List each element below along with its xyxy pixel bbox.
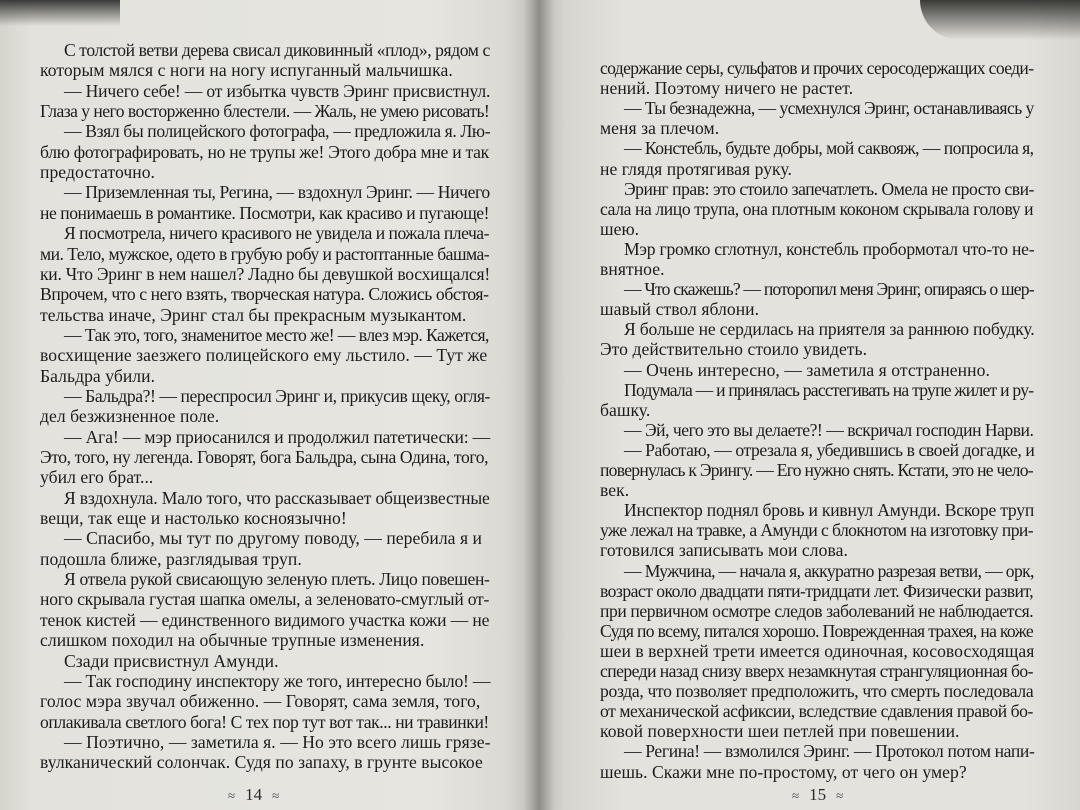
text-line: башку.: [600, 399, 651, 420]
text-line: уже лежал на травке, а Амунди с блокнотом на изготовку при-: [600, 520, 1034, 541]
text-line: Мэр громко сглотнул, констебль пробормотал что-то не-: [624, 238, 1035, 259]
text-line: Судя по всему, питался хорошо. Поврежденная трахея, на коже: [600, 620, 1033, 641]
text-line: при первичном осмотре следов заболеваний не наблюдается.: [600, 600, 1034, 621]
text-line: спереди назад снизу вверх незамкнутая странгуляционная бо-: [600, 661, 1033, 681]
text-line: повернулась к Эрингу. — Его нужно снять. Кстати, это не чело-: [600, 460, 1033, 480]
text-line: содержание серы, сульфатов и прочих серосодержащих соеди-: [600, 58, 1034, 78]
text-line: Я отвела рукой свисающую зеленую плеть. Лицо повешен-: [64, 569, 490, 590]
text-line: — Взял бы полицейского фотографа, — предложила я. Лю-: [64, 121, 491, 142]
text-line: блю фотографировать, но не трупы же! Этого добра мне и так: [40, 141, 489, 162]
text-line: ковой поверхности шеи петлей при повешении.: [600, 721, 960, 742]
text-line: шавый ствол яблони.: [600, 299, 760, 320]
text-line: сала на лицо трупа, она плотным коконом скрывала голову и: [600, 198, 1034, 219]
text-line: — Так это, того, знаменитое место же! — влез мэр. Кажется,: [64, 324, 489, 345]
text-line: — Что скажешь? — поторопил меня Эринг, опираясь о шер-: [624, 279, 1034, 300]
text-line: Бальдра убили.: [40, 365, 156, 386]
text-line: голос мэра звучал обиженно. — Говорят, сама земля, того,: [40, 691, 481, 712]
text-line: — Мужчина, — начала я, аккуратно разрезая ветви, — орк,: [624, 560, 1034, 581]
text-line: которым мялся с ноги на ногу испуганный мальчишка.: [40, 60, 453, 81]
text-line: — Констебль, будьте добры, мой саквояж, — попросила я,: [624, 138, 1034, 159]
text-line: Подумала — и принялась расстегивать на трупе жилет и ру-: [624, 379, 1034, 400]
text-line: нений. Поэтому ничего не растет.: [600, 78, 854, 99]
text-line: дел безжизненное поле.: [40, 406, 220, 427]
text-line: Впрочем, что с него взять, творческая натура. Сложись обстоя-: [40, 284, 489, 305]
text-line: не глядя протягивая руку.: [600, 158, 792, 179]
right-page-footer: [792, 784, 843, 807]
text-line: век.: [600, 480, 630, 501]
ornament-icon: ≈: [792, 788, 800, 803]
text-line: возраст около двадцати пяти-тридцати лет. Физически развит,: [600, 580, 1034, 601]
text-line: вулканический солончак. Судя по запаху, в грунте высокое: [40, 752, 483, 773]
text-line: ми. Тело, мужское, одето в грубую робу и растоптанные башма-: [40, 243, 490, 264]
text-line: предостаточно.: [40, 162, 155, 183]
text-line: убил его брат...: [40, 467, 154, 488]
text-line: ного скрывала густая шапка омелы, а зеленовато-смуглый от-: [40, 589, 490, 610]
text-line: Я больше не сердилась на приятеля за раннюю побудку.: [624, 319, 1035, 340]
text-line: Глаза у него восторженно блестели. — Жаль, не умею рисовать!: [40, 101, 490, 122]
page-number: 15: [809, 785, 827, 804]
text-line: внятное.: [600, 259, 665, 279]
left-page-footer: [228, 784, 279, 807]
text-line: Я вздохнула. Мало того, что рассказывает общеизвестные: [64, 487, 490, 508]
text-line: шешь. Скажи мне по-простому, от чего он умер?: [600, 761, 967, 782]
ornament-icon: ≈: [836, 788, 844, 803]
book-gutter: [524, 0, 554, 810]
text-line: С толстой ветви дерева свисал диковинный «плод», рядом с: [64, 40, 490, 60]
text-line: — Ты безнадежна, — усмехнулся Эринг, останавливаясь у: [624, 98, 1034, 119]
text-line: Это, того, ну легенда. Говорят, бога Бальдра, сына Одина, того,: [40, 447, 489, 467]
text-line: ки. Что Эринг в нем нашел? Ладно бы девушкой восхищался!: [40, 263, 490, 284]
text-line: Сзади присвистнул Амунди.: [64, 650, 279, 671]
text-line: — Ничего себе! — от избытка чувств Эринг присвистнул.: [64, 80, 491, 101]
text-line: шеи в верхней трети имеется одиночная, косовосходящая: [600, 640, 1035, 661]
text-line: — Эй, чего это вы делаете?! — вскричал господин Нарви.: [624, 419, 1034, 440]
text-line: Эринг прав: это стоило запечатлеть. Омела не просто сви-: [624, 178, 1034, 199]
corner-shadow: [0, 0, 120, 26]
text-line: тельства иначе, Эринг стал бы прекрасным музыкантом.: [40, 304, 467, 325]
text-line: — Очень интересно, — заметила я отстраненно.: [624, 359, 990, 380]
text-line: — Ага! — мэр приосанился и продолжил патетически: —: [64, 426, 491, 447]
text-line: слишком походил на обычные трупные изменения.: [40, 630, 425, 651]
text-line: подошла ближе, разглядывая труп.: [40, 548, 302, 569]
text-line: — Регина! — взмолился Эринг. — Протокол потом напи-: [624, 741, 1035, 762]
text-line: Я посмотрела, ничего красивого не увидела и пожала плеча-: [64, 223, 489, 244]
text-line: — Так господину инспектору же того, интересно было! —: [64, 670, 491, 691]
text-line: Это действительно стоило увидеть.: [600, 339, 868, 360]
corner-shadow: [920, 0, 1080, 40]
text-line: — Спасибо, мы тут по другому поводу, — перебила я и: [64, 528, 483, 549]
ornament-icon: ≈: [272, 788, 280, 803]
text-line: от механической асфиксии, вследствие сдавления правой бо-: [600, 701, 1033, 722]
text-line: не понимаешь в романтике. Посмотри, как красиво и пугающе!: [40, 202, 490, 223]
text-line: — Поэтично, — заметила я. — Но это всего лишь грязе-: [64, 731, 491, 752]
text-line: — Работаю, — отрезала я, убедившись в своей догадке, и: [624, 439, 1035, 460]
page-number: 14: [245, 785, 263, 804]
text-line: шею.: [600, 218, 640, 239]
text-line: Инспектор поднял бровь и кивнул Амунди. Вскоре труп: [624, 500, 1035, 521]
text-line: розда, что позволяет предположить, что смерть последовала: [600, 681, 1034, 702]
text-line: готовился записывать мои слова.: [600, 540, 848, 561]
text-line: вещи, так еще и настолько косноязычно!: [40, 508, 347, 529]
ornament-icon: ≈: [228, 788, 236, 803]
text-line: меня за плечом.: [600, 118, 720, 139]
text-line: тенок кистей — единственного видимого участка кожи — не: [40, 609, 490, 630]
text-line: восхищение заезжего полицейского ему льстило. — Тут же: [40, 345, 488, 366]
text-line: — Бальдра?! — переспросил Эринг и, прикусив щеку, огля-: [64, 385, 490, 406]
text-line: оплакивала светлого бога! С тех пор тут вот так... ни травинки!: [40, 711, 489, 732]
text-line: — Приземленная ты, Регина, — вздохнул Эринг. — Ничего: [64, 182, 490, 203]
